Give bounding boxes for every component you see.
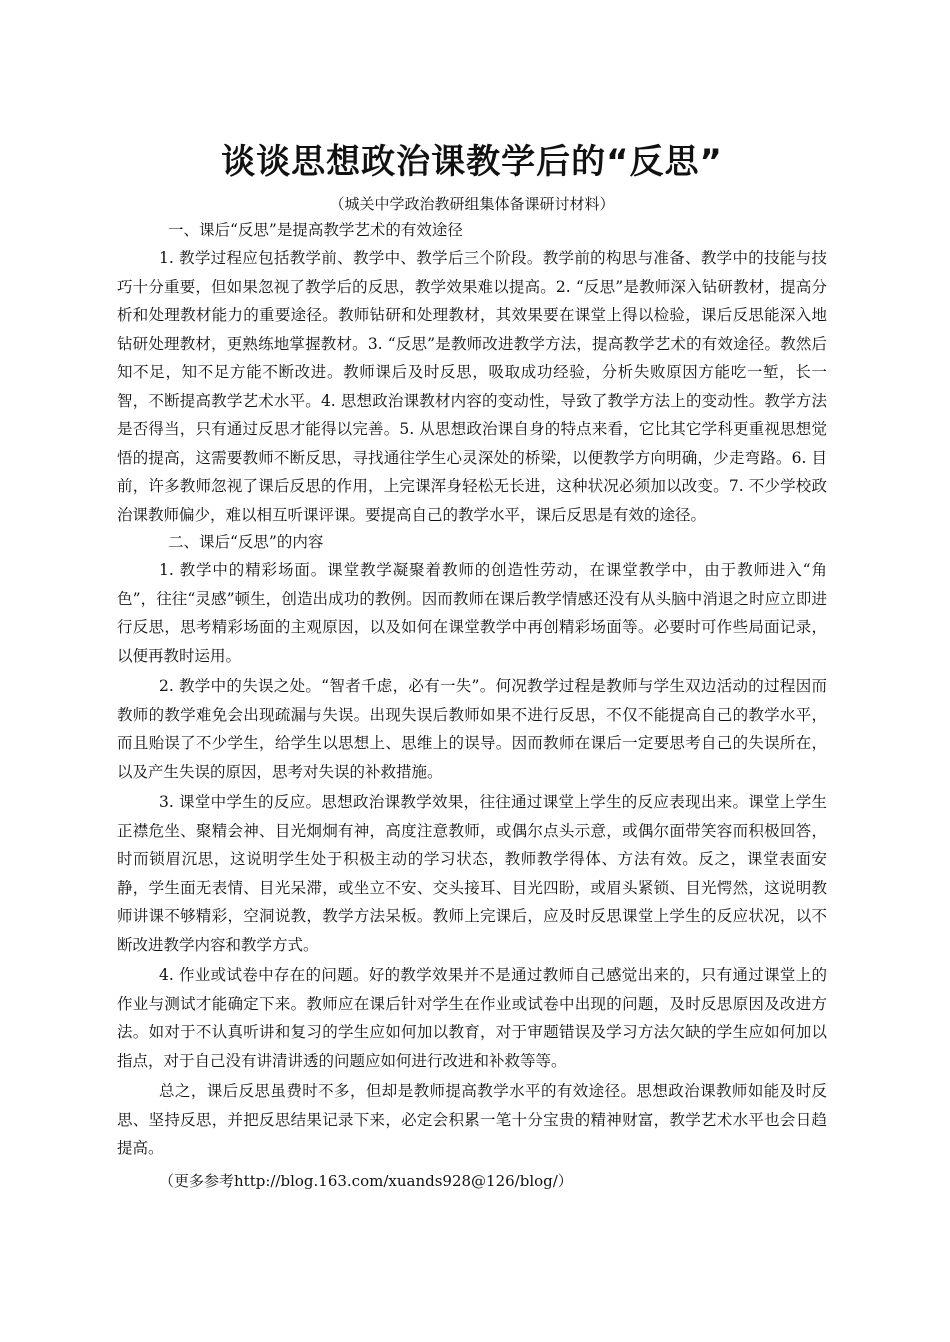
reference-note: （更多参考http://blog.163.com/xuands928@126/blog/） (159, 1171, 573, 1190)
section-1-paragraph: 1. 教学过程应包括教学前、教学中、教学后三个阶段。教学前的构思与准备、教学中的技能与技巧十分重要，但如果忽视了教学后的反思，教学效果难以提高。2. “反思”是教师深入钻研教材，提高分析和处理教材能力的重要途径。教师钻研和处理教材，其效果要在课堂上得以检验，课后反思能深入地钻研处理教材，更熟练地掌握教材。3. “反思”是教师改进教学方法，提高教学艺术的有效途径。教然后知不足，知不足方能不断改进。教师课后及时反思，吸取成功经验，分析失败原因方能吃一堑，长一智，不断提高教学艺术水平。4. 思想政治课教材内容的变动性，导致了教学方法上的变动性。教学方法是否得当，只有通过反思才能得以完善。5. 从思想政治课自身的特点来看，它比其它学科更重视思想觉悟的提高，这需要教师不断反思，寻找通往学生心灵深处的桥梁，以便教学方向明确，少走弯路。6. 目前，许多教师忽视了课后反思的作用，上完课浑身轻松无长进，这种状况必须加以改变。7. 不少学校政治课教师偏少，难以相互听课评课。要提高自己的教学水平，课后反思是有效的途径。 (117, 249, 827, 524)
conclusion-paragraph: 总之，课后反思虽费时不多，但却是教师提高教学水平的有效途径。思想政治课教师如能及时反思、坚持反思，并把反思结果记录下来，必定会积累一笔十分宝贵的精神财富，教学艺术水平也会日趋提高。 (117, 1082, 827, 1157)
document-title: 谈谈思想政治课教学后的“反思” (221, 142, 723, 182)
section-2-heading: 二、课后“反思”的内容 (168, 533, 324, 551)
document-page (117, 135, 827, 1195)
section-1-heading: 一、课后“反思”是提高教学艺术的有效途径 (168, 221, 463, 239)
section-2-paragraph-2: 2. 教学中的失误之处。“智者千虑，必有一失”。何况教学过程是教师与学生双边活动的过程因而教师的教学难免会出现疏漏与失误。出现失误后教师如果不进行反思，不仅不能提高自己的教学水平，而且贻误了不少学生，给学生以思想上、思维上的误导。因而教师在课后一定要思考自己的失误所在，以及产生失误的原因，思考对失误的补救措施。 (117, 677, 827, 781)
section-2-paragraph-3: 3. 课堂中学生的反应。思想政治课教学效果，往往通过课堂上学生的反应表现出来。课堂上学生正襟危坐、聚精会神、目光炯炯有神，高度注意教师，或偶尔点头示意，或偶尔面带笑容而积极回答，时而锁眉沉思，这说明学生处于积极主动的学习状态，教师教学得体、方法有效。反之，课堂表面安静，学生面无表情、目光呆滞，或坐立不安、交头接耳、目光四盼，或眉头紧锁、目光愕然，这说明教师讲课不够精彩，空洞说教，教学方法呆板。教师上完课后，应及时反思课堂上学生的反应状况，以不断改进教学内容和教学方式。 (117, 793, 827, 954)
section-2-paragraph-4: 4. 作业或试卷中存在的问题。好的教学效果并不是通过教师自己感觉出来的，只有通过课堂上的作业与测试才能确定下来。教师应在课后针对学生在作业或试卷中出现的问题，及时反思原因及改进方法。如对于不认真听讲和复习的学生应如何加以教育，对于审题错误及学习方法欠缺的学生应如何加以指点，对于自己没有讲清讲透的问题应如何进行改进和补救等等。 (117, 966, 827, 1070)
document-subtitle: （城关中学政治教研组集体备课研讨材料） (329, 195, 615, 213)
section-2-paragraph-1: 1. 教学中的精彩场面。课堂教学凝聚着教师的创造性劳动，在课堂教学中，由于教师进入“角色”，往往“灵感”顿生，创造出成功的教例。因而教师在课后教学情感还没有从头脑中消退之时应立即进行反思，思考精彩场面的主观原因，以及如何在课堂教学中再创精彩场面等。必要时可作些局面记录，以便再教时运用。 (117, 561, 827, 665)
